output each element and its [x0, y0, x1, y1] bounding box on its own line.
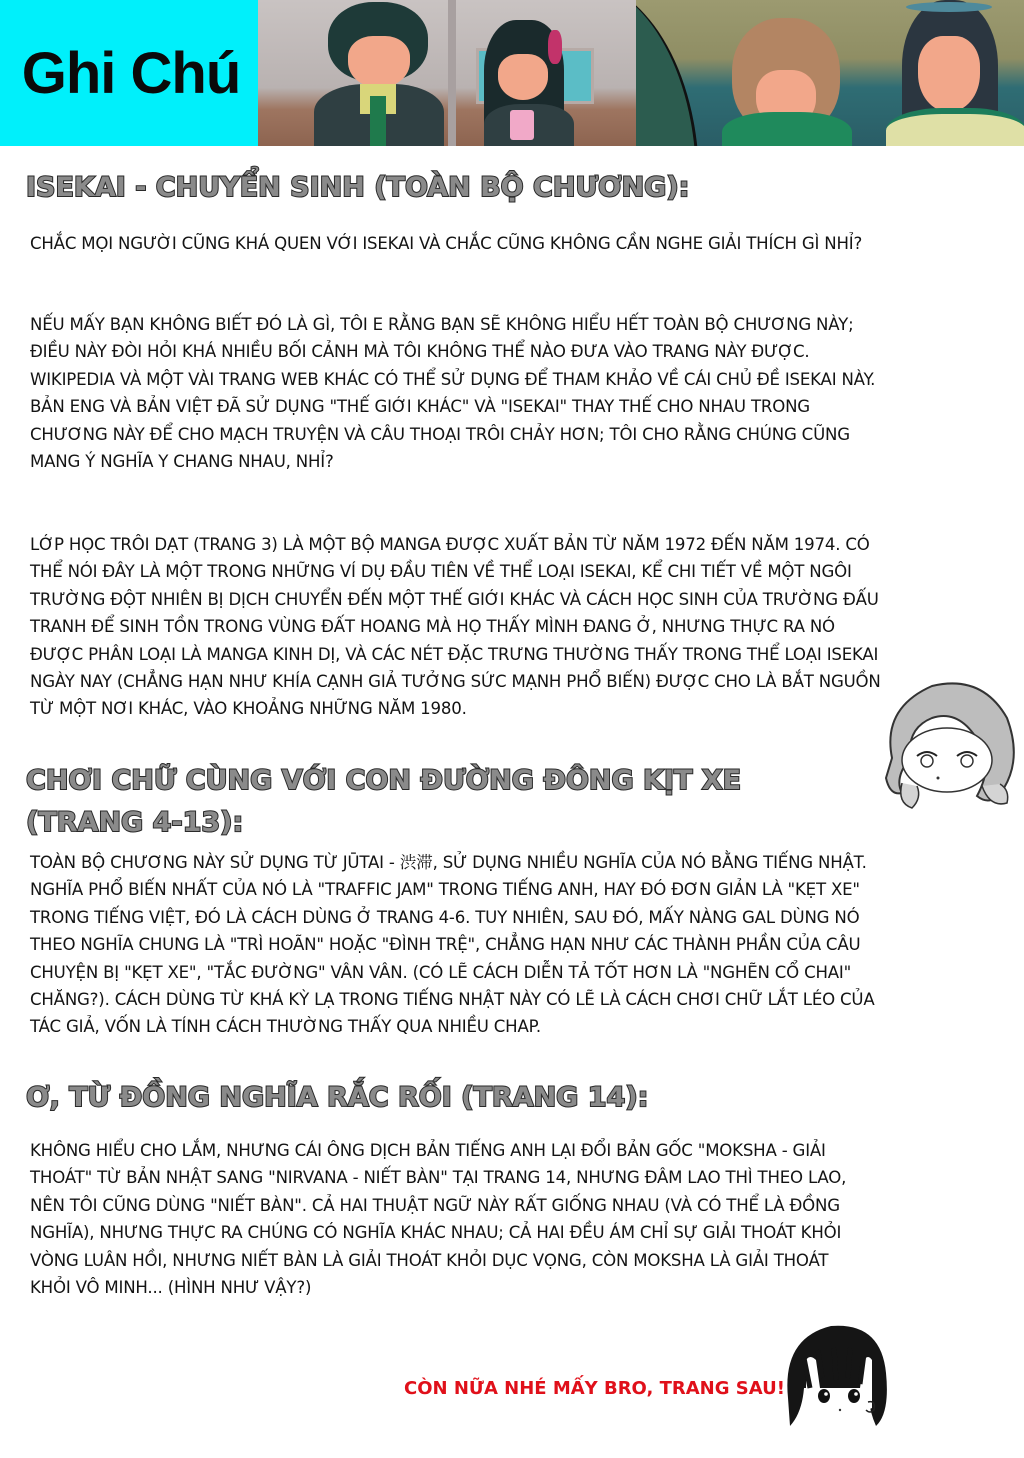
boy-tie — [370, 96, 386, 146]
page-title: Ghi Chú — [21, 40, 241, 106]
hair-bow — [548, 30, 562, 64]
section-paragraph: TOÀN BỘ CHƯƠNG NÀY SỬ DỤNG TỪ JŪTAI - 渋滞, SỬ DỤNG NHIỀU NGHĨA CỦA NÓ BẰNG TIẾNG NHẬT. NGHĨA PHỔ BIẾN NHẤT CỦA NÓ LÀ "TRAFFIC JAM" TRONG TIẾNG ANH, HAY ĐÓ ĐƠN GIẢN LÀ "KẸT XE" TRONG TIẾNG VIỆT, ĐÓ LÀ CÁCH DÙNG Ở TRANG 4-6. TUY NHIÊN, SAU ĐÓ, MẤY NÀNG GAL DÙNG NÓ THEO NGHĨA CHUNG LÀ "TRÌ HOÃN" HOẶC "ĐÌNH TRỆ", CHẲNG HẠN NHƯ CÁC THÀNH PHẦN CỦA CÂU CHUYỆN BỊ "KẸT XE", "TẮC ĐƯỜNG" VÂN VÂN. (CÓ LẼ CÁCH DIỄN TẢ TỐT HƠN LÀ "NGHẼN CỔ CHAI" CHĂNG?). CÁCH DÙNG TỪ KHÁ KỲ LẠ TRONG TIẾNG NHẬT NÀY CÓ LẼ LÀ CÁCH CHƠI CHỮ LẮT LÉO CỦA TÁC GIẢ, VỐN LÀ TÍNH CÁCH THƯỜNG THẤY QUA NHIỀU CHAP. — [30, 853, 875, 1037]
section-heading-isekai: ISEKAI - CHUYỂN SINH (TOÀN BỘ CHƯƠNG): — [26, 172, 690, 203]
header-banner — [0, 0, 1024, 146]
banner-illustration-left — [258, 0, 636, 146]
pillar-shape — [448, 0, 456, 146]
banner-illustration-right — [636, 0, 1024, 146]
chibi-wavy-hair-icon — [872, 668, 1022, 818]
section-paragraph: NẾU MẤY BẠN KHÔNG BIẾT ĐÓ LÀ GÌ, TÔI E RẰNG BẠN SẼ KHÔNG HIỂU HẾT TOÀN BỘ CHƯƠNG NÀY; ĐIỀU NÀY ĐÒI HỎI KHÁ NHIỀU BỐI CẢNH MÀ TÔI KHÔNG THỂ NÀO ĐƯA VÀO TRANG NÀY ĐƯỢC. WIKIPEDIA VÀ MỘT VÀI TRANG WEB KHÁC CÓ THỂ SỬ DỤNG ĐỂ THAM KHẢO VỀ CÁI CHỦ ĐỀ ISEKAI NÀY. BẢN ENG VÀ BẢN VIỆT ĐÃ SỬ DỤNG "THẾ GIỚI KHÁC" VÀ "ISEKAI" THAY THẾ CHO NHAU TRONG CHƯƠNG NÀY ĐỂ CHO MẠCH TRUYỆN VÀ CÂU THOẠI TRÔI CHẢY HƠN; TÔI CHO RẰNG CHÚNG CŨNG MANG Ý NGHĨA Y CHANG NHAU, NHỈ? — [30, 315, 876, 472]
section-paragraph: KHÔNG HIỂU CHO LẮM, NHƯNG CÁI ÔNG DỊCH BẢN TIẾNG ANH LẠI ĐỔI BẢN GỐC "MOKSHA - GIẢI THOÁT" TỪ BẢN NHẬT SANG "NIRVANA - NIẾT BÀN" TẠI TRANG 14, NHƯNG ĐÂM LAO THÌ THEO LAO, NÊN TÔI CŨNG DÙNG "NIẾT BÀN". CẢ HAI THUẬT NGỮ NÀY RẤT GIỐNG NHAU (VÀ CÓ THỂ LÀ ĐỒNG NGHĨA), NHƯNG THỰC RA CHÚNG CÓ NGHĨA KHÁC NHAU; CẢ HAI ĐỀU ÁM CHỈ SỰ GIẢI THOÁT KHỎI VÒNG LUÂN HỒI, NHƯNG NIẾT BÀN LÀ GIẢI THOÁT KHỎI DỤC VỌNG, CÒN MOKSHA LÀ GIẢI THOÁT KHỎI VÔ MINH... (HÌNH NHƯ VẬY?) — [30, 1141, 847, 1298]
section-paragraph: CHẮC MỌI NGƯỜI CŨNG KHÁ QUEN VỚI ISEKAI VÀ CHẮC CŨNG KHÔNG CẦN NGHE GIẢI THÍCH GÌ NHỈ? — [30, 234, 863, 253]
title-box — [0, 0, 258, 146]
girl-face — [498, 54, 548, 100]
boy-face — [348, 36, 410, 88]
yellow-shirt — [886, 108, 1024, 146]
section-heading-synonym: Ơ, TỪ ĐỒNG NGHĨA RẮC RỐI (TRANG 14): — [26, 1082, 649, 1113]
headband — [906, 2, 992, 12]
continued-next-page-note: CÒN NỮA NHÉ MẤY BRO, TRANG SAU! — [404, 1378, 785, 1399]
chibi-wavy-hair-illustration — [872, 668, 1022, 818]
phone-shape — [510, 110, 534, 140]
chibi-bob-hair-icon — [776, 1318, 896, 1438]
chibi-bob-hair-illustration — [776, 1318, 896, 1438]
section-heading-wordplay: CHƠI CHỮ CÙNG VỚI CON ĐƯỜNG ĐÔNG KỊT XE (TRANG 4-13): — [26, 765, 742, 838]
dark-hair-girl-face — [918, 36, 980, 112]
section-paragraph: LỚP HỌC TRÔI DẠT (TRANG 3) LÀ MỘT BỘ MANGA ĐƯỢC XUẤT BẢN TỪ NĂM 1972 ĐẾN NĂM 1974. CÓ THỂ NÓI ĐÂY LÀ MỘT TRONG NHỮNG VÍ DỤ ĐẦU TIÊN VỀ THỂ LOẠI ISEKAI, KỂ CHI TIẾT VỀ MỘT NGÔI TRƯỜNG ĐỘT NHIÊN BỊ DỊCH CHUYỂN ĐẾN MỘT THẾ GIỚI KHÁC VÀ CÁCH HỌC SINH CỦA TRƯỜNG ĐẤU TRANH ĐỂ SINH TỒN TRONG VÙNG ĐẤT HOANG MÀ HỌ THẤY MÌNH ĐANG Ở, NHƯNG THỰC RA NÓ ĐƯỢC PHÂN LOẠI LÀ MANGA KINH DỊ, VÀ CÁC NÉT ĐẶC TRƯNG THƯỜNG THẤY TRONG THỂ LOẠI ISEKAI NGÀY NAY (CHẲNG HẠN NHƯ KHÍA CẠNH GIẢ TƯỞNG SỨC MẠNH PHỔ BIẾN) ĐƯỢC CHO LÀ BẮT NGUỒN TỪ MỘT NƠI KHÁC, VÀO KHOẢNG NHỮNG NĂM 1980. — [30, 535, 881, 719]
green-jersey — [722, 112, 852, 146]
panel-divider — [636, 0, 699, 146]
